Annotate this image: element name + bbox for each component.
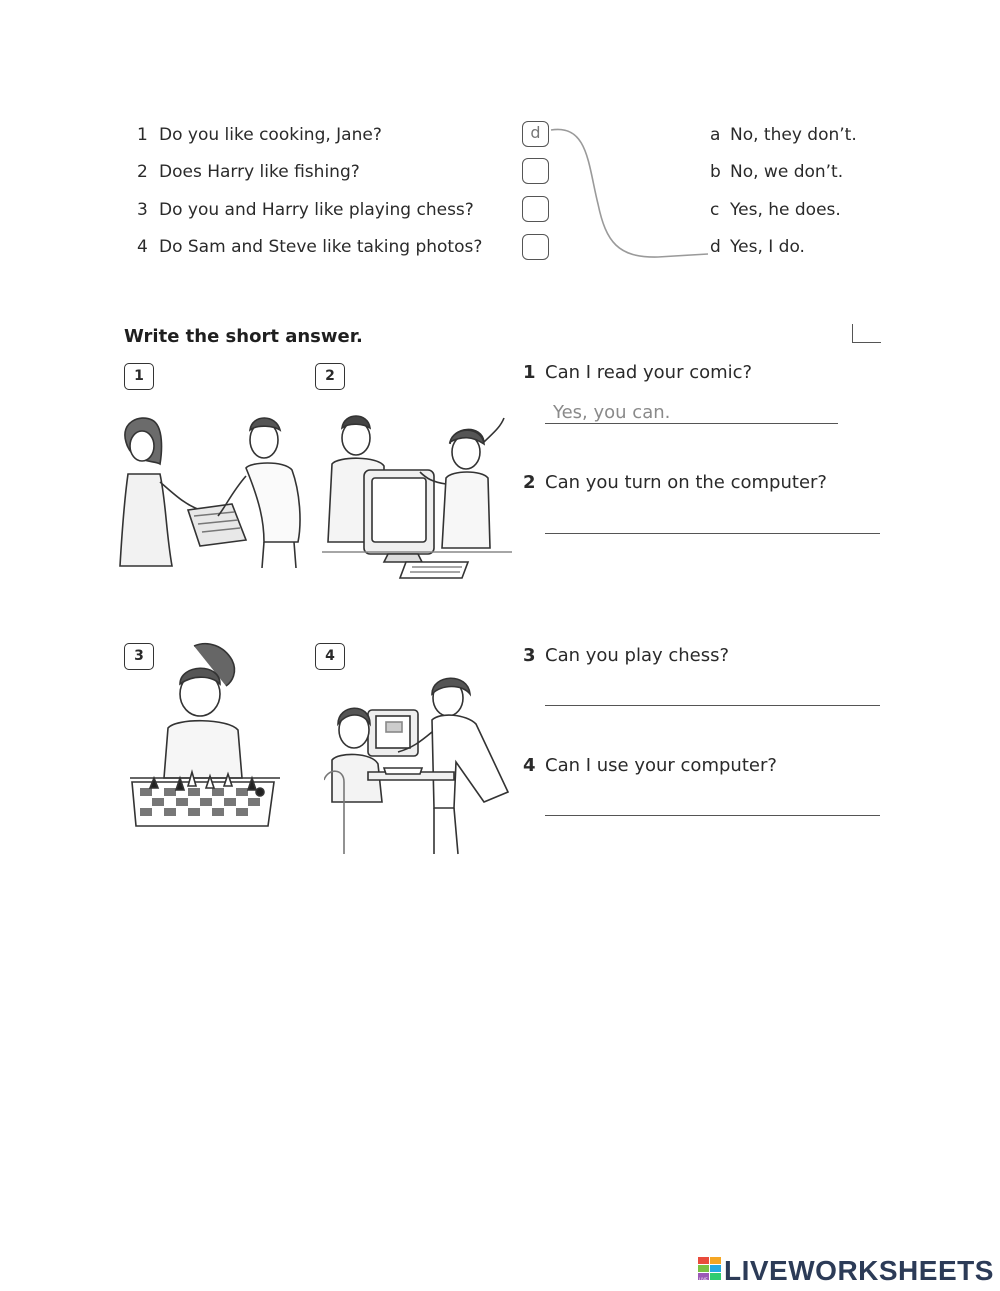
question-number: 4 <box>523 755 536 776</box>
question-number: 1 <box>523 362 536 383</box>
question-text: Can you turn on the computer? <box>545 472 827 493</box>
picture-number-4: 4 <box>315 643 345 670</box>
answer-box-2[interactable] <box>522 158 549 184</box>
short-question-1 <box>523 362 752 383</box>
question-text: Do you like cooking, Jane? <box>159 125 382 145</box>
question-text: Do Sam and Steve like taking photos? <box>159 237 483 257</box>
answer-text: No, we don’t. <box>730 162 844 182</box>
question-number: 1 <box>137 125 148 145</box>
picture-number-3: 3 <box>124 643 154 670</box>
liveworksheets-logo-icon <box>698 1255 722 1285</box>
illustration-computer <box>322 412 512 587</box>
illustration-using-computer <box>324 672 512 856</box>
answer-option <box>710 237 805 257</box>
question-text: Can I read your comic? <box>545 362 753 383</box>
question-row <box>137 200 474 220</box>
question-number: 2 <box>523 472 536 493</box>
illustration-comic <box>114 412 306 570</box>
answer-option <box>710 125 857 145</box>
short-question-3 <box>523 645 729 666</box>
question-text: Can I use your computer? <box>545 755 777 776</box>
liveworksheets-logo-text: LIVEWORKSHEETS <box>724 1255 994 1286</box>
section-title: Write the short answer. <box>124 326 363 347</box>
answer-line-1 <box>545 423 838 424</box>
illustration-chess <box>128 640 280 830</box>
answer-line-2[interactable] <box>545 533 880 534</box>
answer-text: Yes, he does. <box>730 200 841 220</box>
question-number: 4 <box>137 237 148 257</box>
question-row <box>137 237 482 257</box>
question-number: 3 <box>523 645 536 666</box>
svg-text:LIVE: LIVE <box>699 1277 708 1282</box>
answer-text: No, they don’t. <box>730 125 857 145</box>
question-text: Can you play chess? <box>545 645 730 666</box>
answer-box-3[interactable] <box>522 196 549 222</box>
example-answer: Yes, you can. <box>553 402 671 423</box>
answer-letter: d <box>710 237 721 257</box>
short-question-2 <box>523 472 827 493</box>
question-text: Do you and Harry like playing chess? <box>159 200 474 220</box>
picture-number-1: 1 <box>124 363 154 390</box>
answer-text: Yes, I do. <box>730 237 805 257</box>
question-row <box>137 162 360 182</box>
corner-mark <box>852 324 881 343</box>
example-match-line <box>548 124 718 264</box>
answer-letter: c <box>710 200 720 220</box>
answer-letter: a <box>710 125 721 145</box>
answer-line-3[interactable] <box>545 705 880 706</box>
question-number: 2 <box>137 162 148 182</box>
answer-letter: b <box>710 162 721 182</box>
short-question-4 <box>523 755 777 776</box>
answer-option <box>710 162 843 182</box>
picture-number-2: 2 <box>315 363 345 390</box>
answer-box-1[interactable]: d <box>522 121 549 147</box>
question-row <box>137 125 382 145</box>
question-number: 3 <box>137 200 148 220</box>
question-text: Does Harry like fishing? <box>159 162 360 182</box>
answer-option <box>710 200 841 220</box>
answer-box-4[interactable] <box>522 234 549 260</box>
answer-line-4[interactable] <box>545 815 880 816</box>
